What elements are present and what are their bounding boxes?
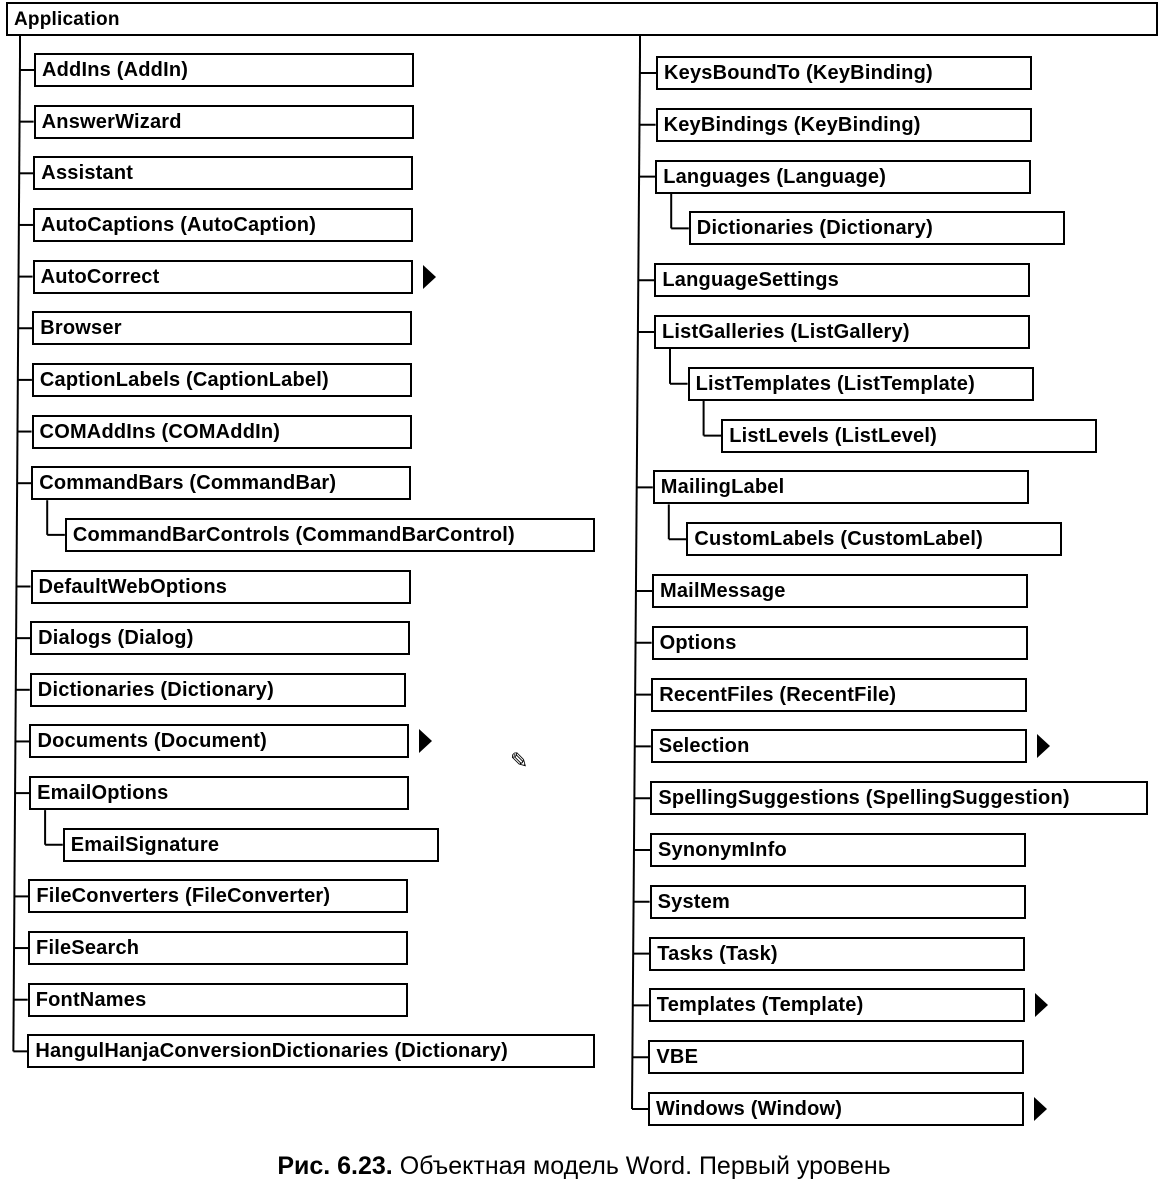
node-recentfiles-recentfile: RecentFiles (RecentFile) bbox=[651, 678, 1027, 712]
figure-caption bbox=[0, 1152, 1168, 1181]
node-synonyminfo: SynonymInfo bbox=[650, 833, 1026, 867]
figure-caption-text: Объектная модель Word. Первый уровень bbox=[392, 1152, 891, 1180]
node-comaddins-comaddin: COMAddIns (COMAddIn) bbox=[32, 415, 412, 449]
node-listlevels-listlevel-child: ListLevels (ListLevel) bbox=[721, 419, 1097, 453]
node-options: Options bbox=[652, 626, 1028, 660]
node-browser: Browser bbox=[32, 311, 412, 345]
node-languagesettings: LanguageSettings bbox=[654, 263, 1030, 297]
figure-number: Рис. 6.23. bbox=[277, 1152, 393, 1180]
node-dictionaries-dictionary-child: Dictionaries (Dictionary) bbox=[689, 211, 1065, 245]
node-dialogs-dialog: Dialogs (Dialog) bbox=[30, 621, 410, 655]
node-keysboundto-keybinding: KeysBoundTo (KeyBinding) bbox=[656, 56, 1032, 90]
node-emailoptions: EmailOptions bbox=[29, 776, 409, 810]
node-mailmessage: MailMessage bbox=[652, 574, 1028, 608]
node-addins-addin: AddIns (AddIn) bbox=[34, 53, 414, 87]
node-fontnames: FontNames bbox=[28, 983, 408, 1017]
node-dictionaries-dictionary: Dictionaries (Dictionary) bbox=[30, 673, 406, 707]
node-languages-language: Languages (Language) bbox=[655, 160, 1031, 194]
expand-arrow-icon bbox=[419, 729, 432, 753]
node-autocaptions-autocaption: AutoCaptions (AutoCaption) bbox=[33, 208, 413, 242]
node-fileconverters-fileconverter: FileConverters (FileConverter) bbox=[28, 879, 408, 913]
node-assistant: Assistant bbox=[33, 156, 413, 190]
node-selection: Selection bbox=[651, 729, 1027, 763]
node-captionlabels-captionlabel: CaptionLabels (CaptionLabel) bbox=[32, 363, 412, 397]
connector-line bbox=[13, 56, 20, 1051]
expand-arrow-icon bbox=[1037, 734, 1050, 758]
node-defaultweboptions: DefaultWebOptions bbox=[31, 570, 411, 604]
node-listgalleries-listgallery: ListGalleries (ListGallery) bbox=[654, 315, 1030, 349]
node-listtemplates-listtemplate-child: ListTemplates (ListTemplate) bbox=[688, 367, 1034, 401]
node-filesearch: FileSearch bbox=[28, 931, 408, 965]
node-commandbars-commandbar: CommandBars (CommandBar) bbox=[31, 466, 411, 500]
node-hangulhanjaconversiondictionaries-dictionary: HangulHanjaConversionDictionaries (Dictionary) bbox=[27, 1034, 595, 1068]
node-spellingsuggestions-spellingsuggestion: SpellingSuggestions (SpellingSuggestion) bbox=[650, 781, 1148, 815]
node-autocorrect: AutoCorrect bbox=[33, 260, 413, 294]
node-templates-template: Templates (Template) bbox=[649, 988, 1025, 1022]
node-commandbarcontrols-commandbarcontrol-child: CommandBarControls (CommandBarControl) bbox=[65, 518, 595, 552]
expand-arrow-icon bbox=[1035, 993, 1048, 1017]
pen-icon: ✎ bbox=[510, 748, 529, 773]
node-answerwizard: AnswerWizard bbox=[34, 105, 414, 139]
connector-line bbox=[632, 56, 640, 1109]
node-emailsignature-child: EmailSignature bbox=[63, 828, 439, 862]
node-system: System bbox=[650, 885, 1026, 919]
node-mailinglabel: MailingLabel bbox=[653, 470, 1029, 504]
node-windows-window: Windows (Window) bbox=[648, 1092, 1024, 1126]
node-vbe: VBE bbox=[648, 1040, 1024, 1074]
node-customlabels-customlabel-child: CustomLabels (CustomLabel) bbox=[686, 522, 1062, 556]
node-keybindings-keybinding: KeyBindings (KeyBinding) bbox=[656, 108, 1032, 142]
root-node-application: Application bbox=[6, 2, 1158, 36]
node-documents-document: Documents (Document) bbox=[29, 724, 409, 758]
node-tasks-task: Tasks (Task) bbox=[649, 937, 1025, 971]
expand-arrow-icon bbox=[1034, 1097, 1047, 1121]
expand-arrow-icon bbox=[423, 265, 436, 289]
